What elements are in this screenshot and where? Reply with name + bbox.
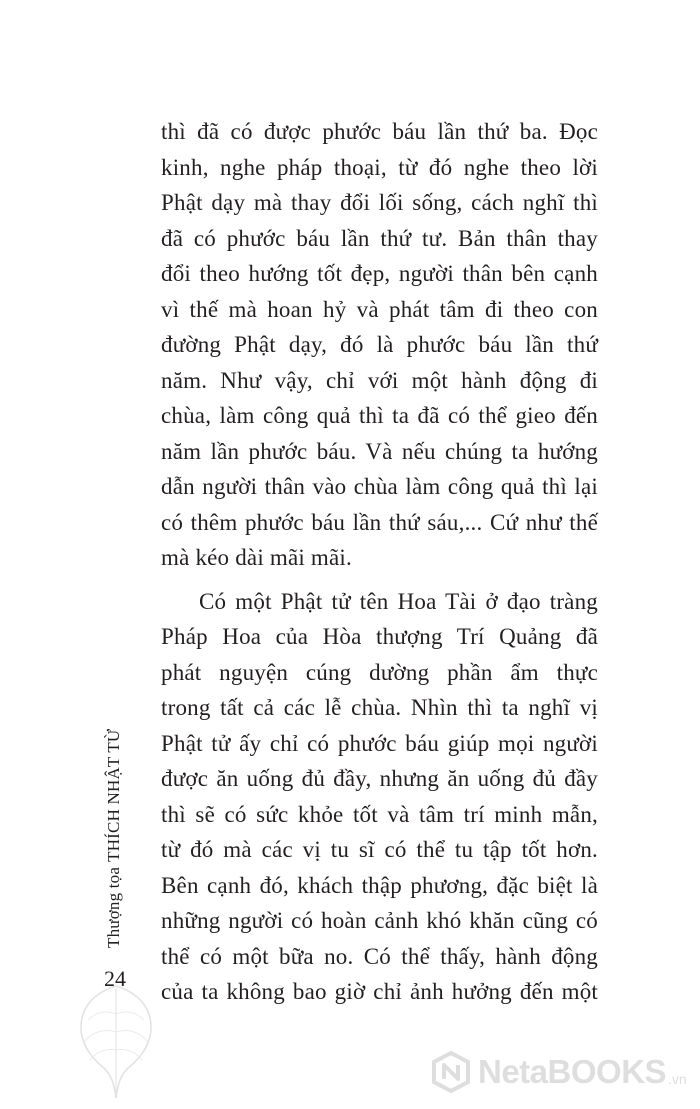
page-number: 24	[104, 966, 126, 991]
text-line: Phật tử ấy chỉ có phước báu giúp mọi người	[161, 730, 598, 756]
text-line: năm. Như vậy, chỉ với một hành động đi	[161, 367, 598, 393]
paragraph-2	[161, 584, 598, 1010]
text-line: của ta không bao giờ chỉ ảnh hưởng đến một	[161, 979, 598, 1004]
netabooks-logo-icon	[430, 1051, 472, 1093]
text-line: Phật dạy mà thay đổi lối sống, cách nghĩ thì	[161, 190, 598, 215]
text-line: phát nguyện cúng dường phần ẩm thực	[161, 659, 598, 685]
bodhi-leaf-icon	[74, 984, 158, 1102]
text-line: Pháp Hoa của Hòa thượng Trí Quảng đã	[161, 624, 598, 649]
text-line: thì sẽ có sức khỏe tốt và tâm trí minh mẫn,	[161, 801, 598, 827]
paragraph-1	[161, 114, 598, 576]
paragraph-gap	[161, 576, 598, 584]
text-line: đã có phước báu lần thứ tư. Bản thân thay	[161, 225, 598, 251]
text-line: đổi theo hướng tốt đẹp, người thân bên cạnh	[161, 261, 598, 286]
text-line: vì thế mà hoan hỷ và phát tâm đi theo con	[161, 296, 598, 322]
text-line: được ăn uống đủ đầy, nhưng ăn uống đủ đầy	[161, 766, 598, 791]
text-line: thể có một bữa no. Có thể thấy, hành động	[161, 943, 598, 969]
watermark	[430, 1050, 687, 1094]
text-line: dẫn người thân vào chùa làm công quả thì lại	[161, 474, 598, 499]
text-line: chùa, làm công quả thì ta đã có thể gieo đến	[161, 403, 598, 428]
text-line: thì đã có được phước báu lần thứ ba. Đọc	[161, 119, 598, 144]
text-line: trong tất cả các lễ chùa. Nhìn thì ta nghĩ vị	[161, 695, 598, 720]
text-line: mà kéo dài mãi mãi.	[161, 545, 352, 570]
text-line: năm lần phước báu. Và nếu chúng ta hướng	[161, 438, 598, 464]
text-line: đường Phật dạy, đó là phước báu lần thứ	[161, 332, 598, 357]
running-head	[104, 729, 124, 948]
text-line: Có một Phật tử tên Hoa Tài ở đạo tràng	[199, 588, 598, 614]
text-line: kinh, nghe pháp thoại, từ đó nghe theo lời	[161, 154, 598, 180]
text-line: những người có hoàn cảnh khó khăn cũng có	[161, 908, 598, 933]
text-line: có thêm phước báu lần thứ sáu,... Cứ như thế	[161, 509, 598, 535]
running-head-prefix: Thượng tọa	[104, 866, 123, 948]
text-line: Bên cạnh đó, khách thập phương, đặc biệt là	[161, 872, 598, 898]
page-body	[161, 114, 598, 1010]
watermark-suffix: .vn	[668, 1071, 687, 1087]
running-head-author: THÍCH NHẬT TỪ	[104, 728, 123, 862]
watermark-brand: NetaBOOKS	[478, 1053, 667, 1090]
text-line: từ đó mà các vị tu sĩ có thể tu tập tốt hơn.	[161, 837, 598, 862]
